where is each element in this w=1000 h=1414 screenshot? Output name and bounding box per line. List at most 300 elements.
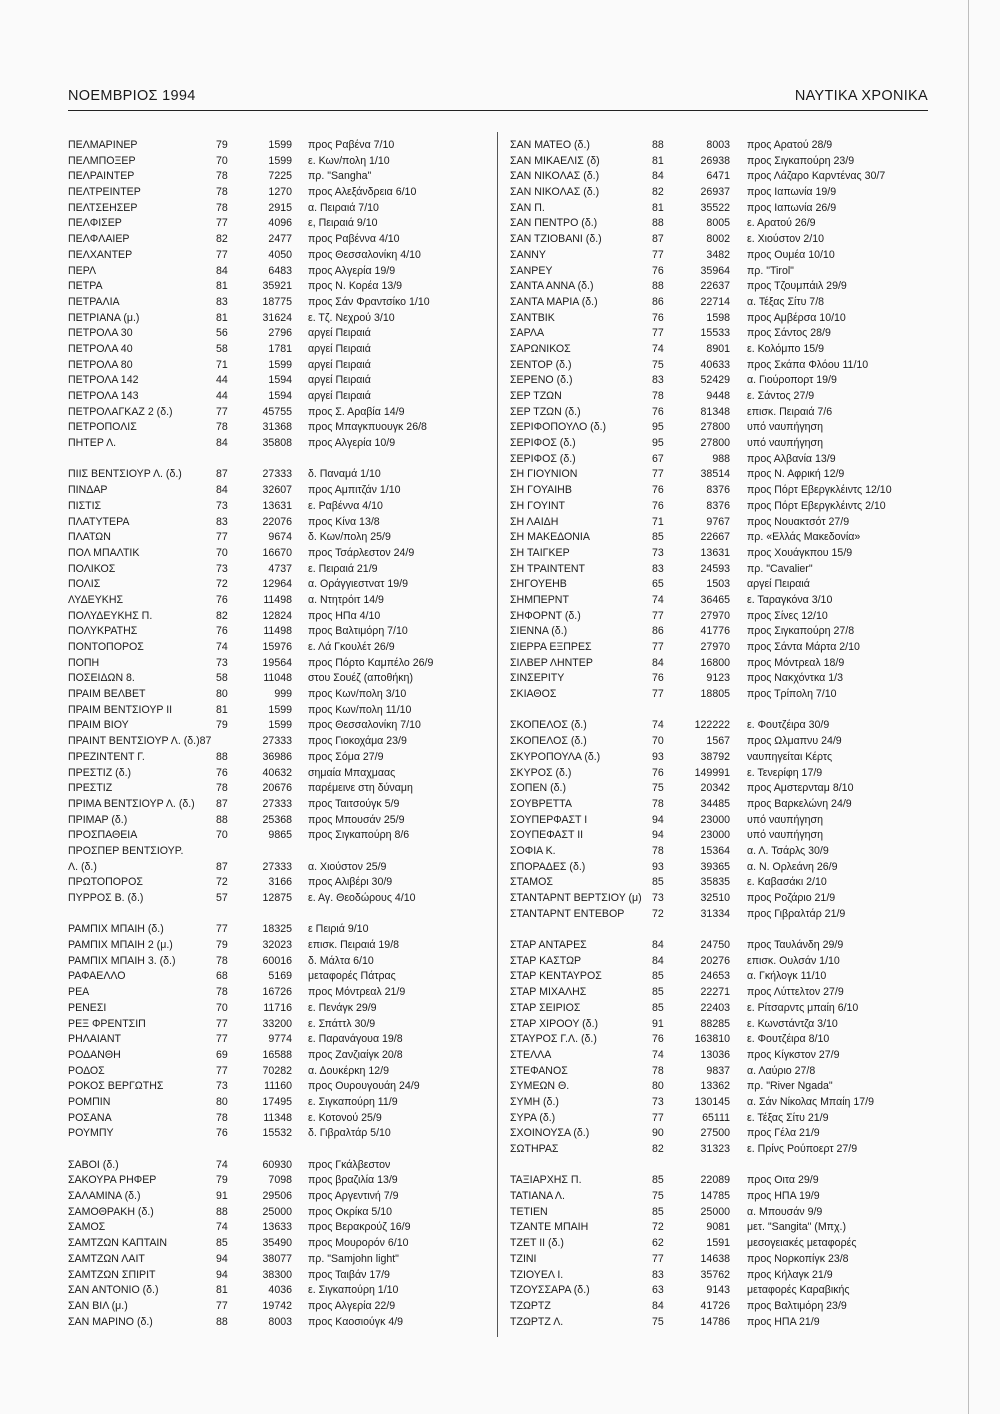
- tonnage: 16800: [700, 656, 730, 669]
- build-year: 84: [652, 954, 664, 967]
- ship-name: ΣΤΑΝΤΑΡΝΤ ΒΕΡΤΣΙΟΥ (μ): [510, 892, 642, 904]
- ship-name: ΣΚΟΠΕΛΟΣ (δ.): [510, 735, 587, 748]
- ship-row: [510, 1173, 930, 1189]
- ship-name: ΠΡΙΜΑ ΒΕΝΤΣΙΟΥΡ Λ. (δ.): [68, 797, 195, 810]
- ship-name: ΣΑΛΑΜΙΝΑ (δ.): [68, 1190, 141, 1203]
- ship-row: [510, 546, 930, 562]
- ship-list-section: [68, 138, 490, 452]
- ship-name: ΣΤΕΦΑΝΟΣ: [510, 1064, 568, 1077]
- ship-name: ΤΖΙΟΥΕΛ Ι.: [510, 1268, 564, 1281]
- ship-name: ΠΟΝΤΟΠΟΡΟΣ: [68, 641, 144, 653]
- ship-row: [510, 216, 930, 232]
- ship-row: [68, 875, 490, 891]
- tonnage: 8003: [706, 139, 730, 151]
- ship-name: ΣΙΝΣΕΡΙΤΥ: [510, 672, 565, 685]
- tonnage: 24593: [700, 562, 730, 575]
- ship-row: [510, 326, 930, 342]
- ship-row: [510, 969, 930, 985]
- ship-name: ΣΑΝ ΠΕΝΤΡΟ (δ.): [510, 217, 598, 230]
- tonnage: 19564: [262, 656, 292, 669]
- build-year: 82: [216, 233, 228, 246]
- ship-name: ΣΑΜΟΣ: [68, 1221, 106, 1234]
- ship-row: [510, 1142, 930, 1158]
- build-year: 73: [216, 562, 228, 575]
- ship-row: [68, 389, 490, 405]
- build-year: 77: [652, 641, 664, 653]
- ship-name: ΣΑΝ ΑΝΤΟΝΙΟ (δ.): [68, 1284, 159, 1297]
- status-destination: ε. Χιούστον 2/10: [747, 233, 825, 246]
- tonnage: 65111: [702, 1111, 730, 1124]
- ship-row: [68, 216, 490, 232]
- tonnage: 34485: [700, 797, 730, 810]
- tonnage: 1598: [706, 311, 730, 324]
- build-year: 85: [652, 1205, 664, 1218]
- ship-name: ΤΖΟΥΣΣΑΡΑ (δ.): [510, 1284, 590, 1297]
- tonnage: 25000: [700, 1205, 730, 1218]
- tonnage: 8003: [268, 1315, 292, 1328]
- status-destination: προς Νουακτσότ 27/9: [747, 515, 850, 528]
- status-destination: προς Θεσσαλονίκη 4/10: [308, 248, 421, 261]
- ship-row: [68, 844, 490, 860]
- ship-name: ΠΕΤΡΟΠΟΛΙΣ: [68, 421, 137, 434]
- ship-row: [68, 1283, 490, 1299]
- ship-name: ΣΟΥΒΡΕΤΤΑ: [510, 797, 572, 810]
- status-destination: προς Σίνες 12/10: [747, 609, 828, 622]
- build-year: 85: [652, 986, 664, 999]
- left-column: [68, 138, 490, 1330]
- tonnage: 32510: [700, 892, 730, 904]
- tonnage: 23000: [700, 829, 730, 842]
- ship-name: ΣΕΝΤΟΡ (δ.): [510, 358, 572, 371]
- ship-row: [510, 311, 930, 327]
- build-year: 84: [652, 939, 664, 952]
- ship-name: ΣΤΑΜΟΣ: [510, 876, 553, 889]
- ship-name: ΠΡΕΣΤΙΖ: [68, 782, 113, 795]
- status-destination: προς Αμστερνταμ 8/10: [747, 782, 854, 795]
- status-destination: προς Ουρουγουάη 24/9: [308, 1080, 420, 1093]
- tonnage: 1599: [268, 703, 292, 716]
- ship-name: ΣΑΝ ΝΙΚΟΛΑΣ (δ.): [510, 186, 600, 199]
- tonnage: 3482: [706, 248, 730, 261]
- status-destination: αργεί Πειραιά: [308, 342, 371, 355]
- tonnage: 988: [712, 452, 730, 465]
- ship-row: [510, 1048, 930, 1064]
- status-destination: προς Ζανζιαίγκ 20/8: [308, 1048, 403, 1061]
- ship-row: [510, 671, 930, 687]
- build-year: 77: [652, 327, 664, 340]
- tonnage: 1567: [706, 735, 730, 748]
- ship-row: [510, 515, 930, 531]
- tonnage: 52429: [700, 374, 730, 387]
- ship-name: ΠΡΟΣΠΑΘΕΙΑ: [68, 829, 138, 842]
- build-year: 70: [216, 546, 228, 559]
- ship-name: ΣΕΡΙΦΟΣ (δ.): [510, 437, 576, 450]
- status-destination: προς Οιτα 29/9: [747, 1174, 819, 1187]
- build-year: 88: [216, 813, 228, 826]
- ship-name: ΣΟΥΠΕΡΦΑΣΤ Ι: [510, 813, 588, 826]
- ship-row: [510, 954, 930, 970]
- ship-row: [68, 828, 490, 844]
- ship-name: ΠΙΙΣ ΒΕΝΤΣΙΟΥΡ Λ. (δ.): [68, 468, 182, 481]
- status-destination: προς Αμπιτζάν 1/10: [308, 484, 401, 497]
- tonnage: 16726: [262, 986, 292, 999]
- ship-row: [510, 750, 930, 766]
- tonnage: 81348: [700, 405, 730, 418]
- tonnage: 13362: [700, 1080, 730, 1093]
- ship-row: [68, 1252, 490, 1268]
- tonnage: 27970: [700, 609, 730, 622]
- ship-row: [68, 969, 490, 985]
- ship-name: ΣΑΝ ΜΙΚΑΕΛΙΣ (δ): [510, 154, 600, 167]
- tonnage: 16670: [262, 546, 292, 559]
- build-year: 78: [216, 986, 228, 999]
- ship-row: [68, 687, 490, 703]
- ship-name: ΤΕΤΙΕΝ: [510, 1205, 548, 1218]
- tonnage: 8376: [706, 499, 730, 512]
- tonnage: 35762: [700, 1268, 730, 1281]
- build-year: 77: [216, 1017, 228, 1030]
- ship-name: ΠΕΛΜΠΟΞΕΡ: [68, 154, 136, 167]
- tonnage: 15532: [262, 1127, 292, 1140]
- ship-row: [68, 185, 490, 201]
- ship-row: [68, 656, 490, 672]
- build-year: 69: [216, 1048, 228, 1061]
- ship-row: [510, 1299, 930, 1315]
- status-destination: α. Τέξας Σίτυ 7/8: [747, 295, 825, 308]
- build-year: 78: [652, 844, 664, 857]
- status-destination: μετ. "Sangita" (Μπχ.): [747, 1221, 846, 1234]
- ship-name: ΤΑΞΙΑΡΧΗΣ Π.: [510, 1174, 582, 1187]
- header-rule: [68, 110, 928, 111]
- build-year: 85: [652, 970, 664, 983]
- ship-row: [68, 1017, 490, 1033]
- ship-name: ΣΑΝ ΒΙΛ (μ.): [68, 1299, 128, 1312]
- status-destination: προς Τρίπολη 7/10: [747, 688, 837, 701]
- build-year: 93: [652, 860, 664, 873]
- tonnage: 14785: [700, 1190, 730, 1203]
- ship-name: ΠΥΡΡΟΣ Β. (δ.): [68, 892, 144, 904]
- ship-name: ΠΕΛΦΙΣΕΡ: [68, 217, 122, 230]
- section-gap: [68, 452, 490, 468]
- ship-name: ΠΡΩΤΟΠΟΡΟΣ: [68, 876, 143, 889]
- ship-name: ΡΑΜΠΙΧ ΜΠΑΙΗ 3. (δ.): [68, 954, 176, 967]
- tonnage: 9123: [706, 672, 730, 685]
- ship-name: ΡΟΔΟΣ: [68, 1064, 105, 1077]
- status-destination: προς Γέλα 21/9: [747, 1127, 820, 1140]
- ship-name: ΡΟΚΟΣ ΒΕΡΓΩΤΗΣ: [68, 1080, 164, 1093]
- build-year: 73: [216, 656, 228, 669]
- status-destination: ε. Σπάττλ 30/9: [308, 1017, 376, 1030]
- tonnage: 8901: [706, 342, 730, 355]
- build-year: 74: [652, 593, 664, 606]
- ship-row: [510, 860, 930, 876]
- tonnage: 9837: [706, 1064, 730, 1077]
- tonnage: 122222: [694, 719, 730, 732]
- ship-name: ΠΕΛΦΛΑΙΕΡ: [68, 233, 130, 246]
- column-divider: [497, 132, 498, 1337]
- ship-name: ΣΕΡΕΝΟ (δ.): [510, 374, 573, 387]
- status-destination: προς Νακχόντκα 1/3: [747, 672, 843, 685]
- tonnage: 9865: [268, 829, 292, 842]
- ship-row: [510, 577, 930, 593]
- ship-name: ΠΕΤΡΑ: [68, 280, 103, 293]
- tonnage: 27800: [700, 421, 730, 434]
- status-destination: προς Γιοκοχάμα 23/9: [308, 735, 407, 748]
- ship-name: ΠΡΕΣΤΙΖ (δ.): [68, 766, 132, 779]
- ship-row: [510, 467, 930, 483]
- tonnage: 25368: [262, 813, 292, 826]
- status-destination: ε. Πενάγκ 29/9: [308, 1001, 377, 1014]
- ship-name: ΠΕΤΡΙΑΝΑ (μ.): [68, 311, 140, 324]
- ship-row: [510, 358, 930, 374]
- build-year: 80: [652, 1080, 664, 1093]
- status-destination: ε. Κολόμπο 15/9: [747, 342, 824, 355]
- ship-name: ΣΟΦΙΑ Κ.: [510, 844, 556, 857]
- status-destination: προς Κίνα 13/8: [308, 515, 380, 528]
- status-destination: ε. Λά Γκουλέτ 26/9: [308, 641, 395, 653]
- tonnage: 35490: [262, 1237, 292, 1250]
- ship-name: ΠΕΛΡΑΙΝΤΕΡ: [68, 170, 135, 183]
- build-year: 87: [216, 468, 228, 481]
- build-year: 88: [216, 1205, 228, 1218]
- build-year: 83: [652, 374, 664, 387]
- status-destination: ε. Πειραιά 21/9: [308, 562, 378, 575]
- ship-list-section: [510, 138, 930, 703]
- status-destination: υπό ναυπήγηση: [747, 813, 823, 826]
- status-destination: προς Αρατού 28/9: [747, 139, 833, 151]
- build-year: 84: [652, 656, 664, 669]
- tonnage: 41776: [700, 625, 730, 638]
- ship-row: [510, 844, 930, 860]
- ship-row: [510, 766, 930, 782]
- tonnage: 11716: [263, 1001, 292, 1014]
- tonnage: 4096: [268, 217, 292, 230]
- ship-name: ΣΗ ΓΙΟΥΝΙΟΝ: [510, 468, 578, 481]
- status-destination: προς ΗΠα 4/10: [308, 609, 381, 622]
- ship-row: [510, 1236, 930, 1252]
- ship-name: ΣΗ ΤΑΙΓΚΕΡ: [510, 546, 570, 559]
- build-year: 73: [652, 892, 664, 904]
- section-gap: [510, 1158, 930, 1174]
- ship-name: ΣΗΦΟΡΝΤ (δ.): [510, 609, 581, 622]
- ship-name: ΠΟΛΥΚΡΑΤΗΣ: [68, 625, 138, 638]
- build-year: 76: [216, 766, 228, 779]
- ship-row: [68, 1001, 490, 1017]
- build-year: 71: [216, 358, 228, 371]
- tonnage: 27500: [700, 1127, 730, 1140]
- ship-name: ΤΖΙΝΙ: [510, 1252, 537, 1265]
- tonnage: 11048: [263, 672, 292, 685]
- status-destination: προς Σ. Αραβία 14/9: [308, 405, 405, 418]
- ship-row: [68, 1111, 490, 1127]
- ship-name: ΣΑΝ ΜΑΤΕΟ (δ.): [510, 139, 590, 151]
- tonnage: 1503: [706, 578, 730, 591]
- tonnage: 1591: [706, 1237, 730, 1250]
- status-destination: υπό ναυπήγηση: [747, 421, 823, 434]
- build-year: 76: [652, 1033, 664, 1046]
- tonnage: 18805: [700, 688, 730, 701]
- status-destination: προς Μόντρεαλ 18/9: [747, 656, 845, 669]
- status-destination: προς Ουμέα 10/10: [747, 248, 835, 261]
- ship-name: ΣΚΥΡΟΣ (δ.): [510, 766, 572, 779]
- ship-row: [510, 1252, 930, 1268]
- ship-row: [68, 311, 490, 327]
- ship-name: ΣΗ ΜΑΚΕΔΟΝΙΑ: [510, 531, 590, 544]
- build-year: 77: [216, 248, 228, 261]
- tonnage: 27800: [700, 437, 730, 450]
- ship-row: [68, 154, 490, 170]
- build-year: 70: [216, 1001, 228, 1014]
- ship-name: ΡΗΛΑΙΑΝΤ: [68, 1033, 121, 1046]
- status-destination: ε. Κοτονού 25/9: [308, 1111, 382, 1124]
- ship-name: ΠΛΑΤΥΤΕΡΑ: [68, 515, 130, 528]
- build-year: 76: [652, 405, 664, 418]
- tonnage: 18775: [262, 295, 292, 308]
- tonnage: 1599: [268, 358, 292, 371]
- build-year: 87: [216, 797, 228, 810]
- status-destination: ε. Αγ. Θεοδώρους 4/10: [308, 892, 416, 904]
- tonnage: 11498: [263, 593, 292, 606]
- status-destination: α. Λαύριο 27/8: [747, 1064, 816, 1077]
- ship-row: [68, 515, 490, 531]
- status-destination: πρ. "Sangha": [308, 170, 372, 183]
- build-year: 77: [652, 248, 664, 261]
- status-destination: επισκ. Πειραιά 19/8: [308, 939, 400, 952]
- status-destination: προς Αλγερία 19/9: [308, 264, 396, 277]
- section-gap: [510, 703, 930, 719]
- build-year: 76: [216, 1127, 228, 1140]
- build-year: 73: [652, 546, 664, 559]
- ship-row: [510, 1001, 930, 1017]
- status-destination: α. Οράγγιεστνατ 19/9: [308, 578, 408, 591]
- ship-name: ΤΖΩΡΤΖ Λ.: [510, 1315, 564, 1328]
- ship-row: [68, 342, 490, 358]
- status-destination: προς Ιαπωνία 19/9: [747, 186, 837, 199]
- tonnage: 14786: [700, 1315, 730, 1328]
- status-destination: προς Αλβανία 13/9: [747, 452, 836, 465]
- tonnage: 11348: [263, 1111, 292, 1124]
- ship-row: [68, 797, 490, 813]
- ship-row: [510, 875, 930, 891]
- tonnage: 2915: [268, 201, 292, 214]
- tonnage: 88285: [700, 1017, 730, 1030]
- ship-row: [510, 734, 930, 750]
- tonnage: 5169: [268, 970, 292, 983]
- tonnage: 11160: [264, 1080, 292, 1093]
- tonnage: 9774: [268, 1033, 292, 1046]
- ship-row: [68, 985, 490, 1001]
- status-destination: προς Γκάλβεστον: [308, 1158, 391, 1171]
- build-year: 81: [652, 201, 664, 214]
- build-year: 81: [216, 311, 228, 324]
- build-year: 76: [652, 484, 664, 497]
- ship-row: [68, 530, 490, 546]
- tonnage: 12964: [262, 578, 292, 591]
- tonnage: 32607: [262, 484, 292, 497]
- ship-name: ΤΖΩΡΤΖ: [510, 1299, 551, 1312]
- ship-row: [510, 279, 930, 295]
- ship-name: ΣΗ ΓΟΥΙΝΤ: [510, 499, 566, 512]
- status-destination: στου Σουέζ (αποθήκη): [308, 672, 413, 685]
- tonnage: 999: [274, 688, 292, 701]
- ship-name: ΠΕΤΡΟΛΑ 40: [68, 342, 133, 355]
- tonnage: 3166: [268, 876, 292, 889]
- build-year: 58: [216, 672, 228, 685]
- ship-row: [68, 1299, 490, 1315]
- tonnage: 25000: [262, 1205, 292, 1218]
- build-year: 77: [652, 468, 664, 481]
- ship-name: ΠΟΣΕΙΔΩΝ 8.: [68, 672, 135, 685]
- build-year: 75: [652, 1190, 664, 1203]
- tonnage: 35835: [700, 876, 730, 889]
- tonnage: 2796: [268, 327, 292, 340]
- ship-row: [510, 1095, 930, 1111]
- ship-row: [68, 640, 490, 656]
- tonnage: 39365: [700, 860, 730, 873]
- ship-row: [510, 1205, 930, 1221]
- tonnage: 16588: [262, 1048, 292, 1061]
- ship-name: ΣΑΝ Π.: [510, 201, 545, 214]
- build-year: 76: [652, 499, 664, 512]
- ship-row: [68, 609, 490, 625]
- build-year: 85: [652, 1001, 664, 1014]
- ship-name: ΣΗΓΟΥΕΗΒ: [510, 578, 567, 591]
- build-year: 74: [216, 641, 228, 653]
- ship-row: [68, 703, 490, 719]
- build-year: 72: [216, 578, 228, 591]
- build-year: 88: [652, 139, 664, 151]
- status-destination: αργεί Πειραιά: [747, 578, 810, 591]
- build-year: 77: [652, 1111, 664, 1124]
- ship-name: ΠΕΤΡΟΛΑ 142: [68, 374, 139, 387]
- build-year: 75: [652, 782, 664, 795]
- build-year: 83: [652, 562, 664, 575]
- tonnage: 27333: [262, 797, 292, 810]
- ship-row: [68, 436, 490, 452]
- status-destination: προς Σάν Φραντσίκο 1/10: [308, 295, 430, 308]
- status-destination: προς Ταυλάνδη 29/9: [747, 939, 844, 952]
- status-destination: προς ΗΠΑ 21/9: [747, 1315, 820, 1328]
- tonnage: 22089: [700, 1174, 730, 1187]
- build-year: 85: [652, 876, 664, 889]
- ship-name: ΣΧΟΙΝΟΥΣΑ (δ.): [510, 1127, 590, 1140]
- build-year: 78: [216, 1111, 228, 1124]
- status-destination: α. Σάν Νίκολας Μπαίη 17/9: [747, 1095, 875, 1108]
- build-year: 91: [216, 1190, 228, 1203]
- status-destination: προς Κων/πολη 11/10: [308, 703, 412, 716]
- build-year: 78: [652, 1064, 664, 1077]
- status-destination: ε, Πειραιά 9/10: [308, 217, 378, 230]
- status-destination: ε. Παρανάγουα 19/8: [308, 1033, 403, 1046]
- status-destination: α. Γιούροπορτ 19/9: [747, 374, 837, 387]
- build-year: 78: [216, 421, 228, 434]
- status-destination: προς Ραβέννα 4/10: [308, 233, 400, 246]
- ship-name: ΡΑΜΠΙΧ ΜΠΑΙΗ 2 (μ.): [68, 939, 173, 952]
- build-year: 71: [652, 515, 664, 528]
- build-year: 84: [216, 437, 228, 450]
- tonnage: 24653: [700, 970, 730, 983]
- status-destination: ε. Φουτζέιρα 30/9: [747, 719, 830, 732]
- ship-row: [68, 405, 490, 421]
- tonnage: 35522: [700, 201, 730, 214]
- ship-row: [68, 734, 490, 750]
- build-year: 72: [652, 907, 664, 920]
- status-destination: ε. Πρίνς Ρούποερτ 27/9: [747, 1143, 858, 1155]
- ship-row: [68, 922, 490, 938]
- status-destination: α. Γκήλογκ 11/10: [747, 970, 827, 983]
- build-year: 81: [652, 154, 664, 167]
- ship-name: ΣΑΚΟΥΡΑ ΡΗΦΕΡ: [68, 1174, 157, 1187]
